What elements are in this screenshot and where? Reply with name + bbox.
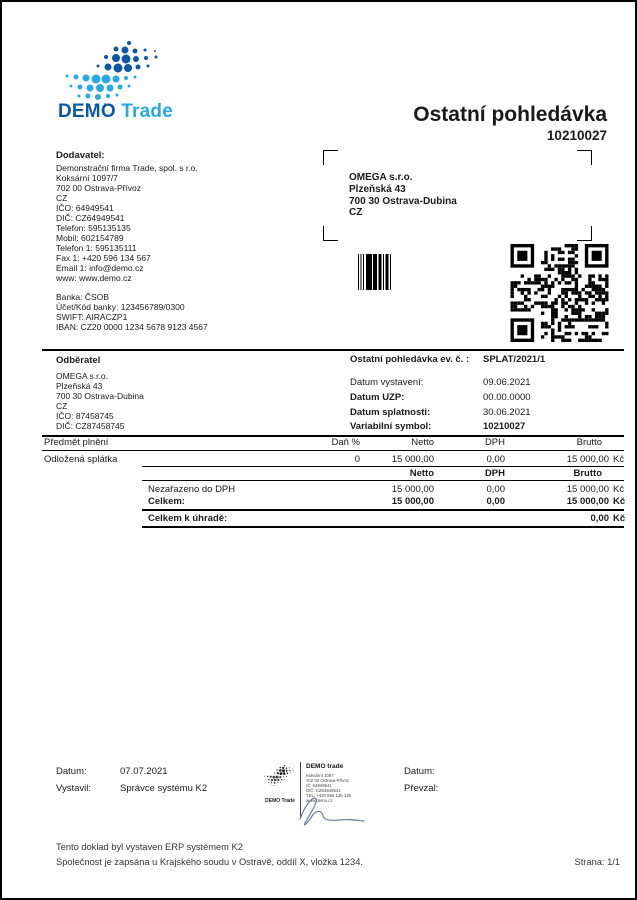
supplier-line: DIČ: CZ64949541 — [56, 213, 125, 223]
corner-mark-icon — [323, 150, 338, 165]
supplier-bank-line: Účet/Kód banky: 123456789/0300 — [56, 302, 185, 312]
customer-line: Plzeňská 43 — [56, 381, 103, 391]
totals-row-label: Celkem: — [148, 496, 185, 507]
item-dph: 0,00 — [486, 454, 505, 465]
totals-row-dph: 0,00 — [486, 484, 505, 495]
totals-row-currency: Kč — [613, 484, 625, 495]
supplier-bank-line: IBAN: CZ20 0000 1234 5678 9123 4567 — [56, 322, 208, 332]
totals-row-netto: 15 000,00 — [391, 496, 434, 507]
doc-info-label: Variabilní symbol: — [350, 421, 432, 432]
totals-header-dph: DPH — [484, 468, 505, 479]
items-header-brutto: Brutto — [576, 437, 602, 448]
total-due-label: Celkem k úhradě: — [148, 513, 228, 524]
doc-info-value: 09.06.2021 — [483, 377, 531, 388]
items-header-dph: DPH — [484, 437, 505, 448]
issued-date-label: Datum: — [56, 766, 87, 777]
supplier-line: Telefon 1: 595135111 — [56, 243, 137, 253]
company-stamp — [256, 759, 378, 829]
page-title: Ostatní pohledávka — [413, 103, 607, 126]
recipient-line: CZ — [349, 207, 363, 219]
totals-header-netto: Netto — [409, 468, 434, 479]
supplier-line: Demonstrační firma Trade, spol. s r.o. — [56, 163, 198, 173]
doc-info-value: 10210027 — [483, 421, 526, 432]
corner-mark-icon — [323, 226, 338, 241]
item-currency: Kč — [613, 454, 625, 465]
total-due-value: 0,00 — [590, 513, 609, 524]
item-netto: 15 000,00 — [391, 454, 434, 465]
divider — [142, 509, 624, 511]
recipient-address — [349, 172, 457, 219]
customer-line: 700 30 Ostrava-Dubina — [56, 391, 144, 401]
item-brutto: 15 000,00 — [566, 454, 609, 465]
corner-mark-icon — [577, 226, 592, 241]
customer-address — [56, 371, 144, 431]
items-header-subject: Předmět plnění — [44, 437, 109, 448]
received-date-label: Datum: — [404, 766, 435, 777]
divider — [142, 466, 624, 467]
doc-info-label: Datum vystavení: — [350, 377, 424, 388]
document-number: 10210027 — [546, 128, 607, 143]
supplier-address — [56, 163, 198, 283]
divider — [142, 526, 624, 528]
totals-row-brutto: 15 000,00 — [566, 484, 609, 495]
totals-row-netto: 15 000,00 — [391, 484, 434, 495]
divider — [142, 480, 624, 481]
doc-ev-label: Ostatní pohledávka ev. č. : — [350, 354, 470, 365]
totals-row-dph: 0,00 — [486, 496, 505, 507]
received-by-label: Převzal: — [404, 783, 439, 794]
logo-text-demo: DEMO — [58, 101, 116, 122]
issued-by-value: Správce systému K2 — [120, 783, 208, 794]
doc-info-value: 30.06.2021 — [483, 407, 531, 418]
supplier-line: Koksární 1097/7 — [56, 173, 118, 183]
recipient-line: OMEGA s.r.o. — [349, 172, 413, 183]
item-subject: Odložená splátka — [44, 454, 118, 465]
issued-date-value: 07.07.2021 — [120, 766, 168, 777]
items-header-netto: Netto — [411, 437, 434, 448]
stamp-line: TEL: +420 595 135 135 — [306, 792, 352, 798]
totals-row-brutto: 15 000,00 — [566, 496, 609, 507]
items-header-row — [2, 437, 635, 449]
customer-line: CZ — [56, 401, 68, 411]
customer-heading: Odběratel — [56, 355, 101, 366]
totals-header-row — [2, 468, 635, 480]
stamp-line: DIČ: CZ64949541 — [306, 787, 341, 793]
logo-text — [58, 101, 173, 123]
supplier-line: CZ — [56, 193, 68, 203]
supplier-line: IČO: 64949541 — [56, 203, 114, 213]
doc-ev-value: SPLAT/2021/1 — [483, 354, 546, 365]
barcode-icon — [358, 254, 392, 290]
supplier-line: 702 00 Ostrava-Přívoz — [56, 183, 142, 193]
footer-line: Tento doklad byl vystaven ERP systémem K2 — [56, 842, 243, 852]
supplier-bank — [56, 292, 208, 332]
stamp-dots-icon — [262, 764, 298, 787]
stamp-line: IČ: 64949541 — [306, 782, 332, 788]
issued-by-label: Vystavil: — [56, 783, 92, 794]
corner-mark-icon — [577, 150, 592, 165]
divider — [42, 349, 624, 351]
supplier-heading: Dodavatel: — [56, 150, 105, 161]
signature-icon — [292, 793, 374, 829]
items-header-tax: Daň % — [331, 437, 360, 448]
supplier-bank-line: SWIFT: AIRACZP1 — [56, 312, 128, 322]
total-due-currency: Kč — [613, 513, 626, 524]
stamp-line: Koksární 1097 — [306, 773, 334, 778]
stamp-line: 702 00 Ostrava-Přívoz — [306, 777, 349, 783]
table-row — [2, 496, 635, 508]
supplier-line: Fax 1: +420 596 134 567 — [56, 253, 151, 263]
doc-info-value: 00.00.0000 — [483, 392, 531, 403]
customer-line: IČO: 87458745 — [56, 411, 114, 421]
stamp-line: www.demo.cz — [306, 797, 333, 803]
supplier-line: Email 1: info@demo.cz — [56, 263, 144, 273]
logo-dots-icon — [59, 38, 171, 110]
table-row — [2, 484, 635, 496]
customer-line: DIČ: CZ87458745 — [56, 421, 125, 431]
stamp-logo-label: DEMO Trade — [265, 798, 295, 804]
stamp-company-name: DEMO trade — [306, 763, 344, 770]
logo-text-trade: Trade — [121, 101, 173, 122]
doc-info-label: Datum UZP: — [350, 392, 405, 403]
totals-row-label: Nezařazeno do DPH — [148, 484, 236, 495]
customer-line: OMEGA s.r.o. — [56, 371, 108, 381]
supplier-line: Mobil: 602154789 — [56, 233, 124, 243]
qr-code-icon — [509, 244, 610, 342]
divider — [42, 450, 624, 451]
table-row — [2, 454, 635, 466]
supplier-line: www: www.demo.cz — [56, 273, 132, 283]
supplier-line: Telefon: 595135135 — [56, 223, 131, 233]
recipient-line: Plzeňská 43 — [349, 183, 406, 195]
total-due-row — [2, 513, 635, 525]
totals-header-brutto: Brutto — [573, 468, 602, 479]
footer-line: Společnost je zapsána u Krajského soudu v Ostravě, oddíl X, vložka 1234. — [56, 857, 363, 867]
item-tax: 0 — [354, 454, 360, 465]
supplier-bank-line: Banka: ČSOB — [56, 292, 109, 302]
doc-info-label: Datum splatnosti: — [350, 407, 431, 418]
totals-row-currency: Kč — [613, 496, 626, 507]
recipient-line: 700 30 Ostrava-Dubina — [349, 195, 457, 207]
page-indicator: Strana: 1/1 — [574, 857, 620, 867]
